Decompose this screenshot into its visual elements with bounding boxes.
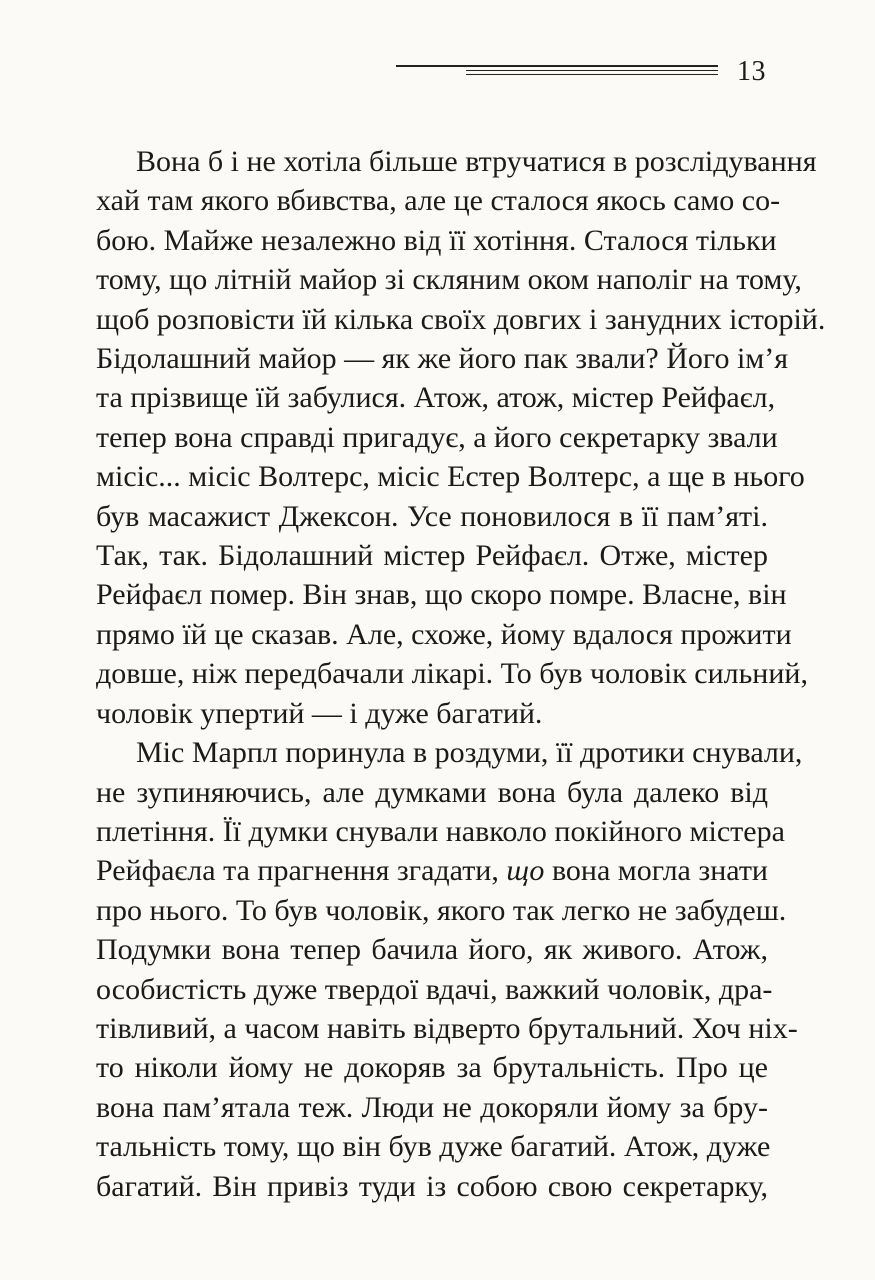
text-line-with-italic	[96, 851, 768, 890]
text-line: про нього. То був чоловік, якого так легко не забудеш.	[96, 893, 787, 927]
header-rule	[466, 74, 718, 75]
text-line: тому, що літній майор зі скляним оком наполіг на тому,	[96, 263, 802, 297]
text-line: тівливий, а часом навіть відверто брутальний. Хоч ніх-	[96, 1011, 798, 1045]
text-line: Подумки вона тепер бачила його, як живого. Атож,	[96, 933, 768, 967]
text-line: бою. Майже незалежно від її хотіння. Сталося тільки	[96, 223, 777, 257]
text-line: тепер вона справді пригадує, а його секретарку звали	[96, 420, 778, 454]
header-rule	[396, 65, 718, 67]
text-line: плетіння. Її думки снували навколо покійного містера	[96, 814, 785, 848]
text-line: то ніколи йому не докоряв за брутальність. Про це	[96, 1051, 768, 1085]
body-text	[96, 142, 826, 1206]
text-line: та прізвище їй забулися. Атож, атож, містер Рейфаєл,	[96, 381, 776, 415]
text-line: щоб розповісти їй кілька своїх довгих і занудних історій.	[96, 302, 826, 336]
running-header	[396, 56, 766, 90]
text-line: Так, так. Бідолашний містер Рейфаєл. Отже, містер	[96, 539, 768, 573]
paragraph-2	[96, 733, 803, 1206]
line-tail: вона могла знати	[551, 854, 768, 888]
text-line: Рейфаєл помер. Він знав, що скоро помре. Власне, він	[96, 578, 787, 612]
text-line: місіс... місіс Волтерс, місіс Естер Волтерс, а ще в нього	[96, 460, 805, 494]
text-line: тальність тому, що він був дуже багатий. Атож, дуже	[96, 1130, 771, 1164]
text-line: особистість дуже твердої вдачі, важкий чоловік, дра-	[96, 972, 773, 1006]
header-rule	[466, 70, 718, 71]
text-line: довше, ніж передбачали лікарі. То був чоловік сильний,	[96, 657, 808, 691]
text-line: вона пам’ятала теж. Люди не докоряли йому за бру-	[96, 1090, 768, 1124]
text-line: хай там якого вбивства, але це сталося якось само со-	[96, 184, 781, 218]
text-line: чоловік упертий — і дуже багатий.	[96, 696, 543, 730]
italic-emphasis: що	[506, 854, 545, 888]
text-line: прямо їй це сказав. Але, схоже, йому вдалося прожити	[96, 617, 792, 651]
text-line: Бідолашний майор — як же його пак звали? Його ім’я	[96, 342, 789, 376]
text-line: багатий. Він привіз туди із собою свою секретарку,	[96, 1169, 768, 1203]
text-line: не зупиняючись, але думками вона була далеко від	[96, 775, 768, 809]
text-line: Вона б і не хотіла більше втручатися в розслідування	[136, 145, 817, 178]
paragraph-1	[96, 142, 826, 733]
page-number: 13	[737, 56, 766, 87]
text-line: Міс Марпл поринула в роздуми, її дротики снували,	[136, 736, 803, 770]
line-head: Рейфаєла та прагнення згадати,	[96, 854, 499, 888]
header-decorative-rules	[396, 65, 718, 78]
text-line: був масажист Джексон. Усе поновилося в її пам’яті.	[96, 499, 768, 533]
